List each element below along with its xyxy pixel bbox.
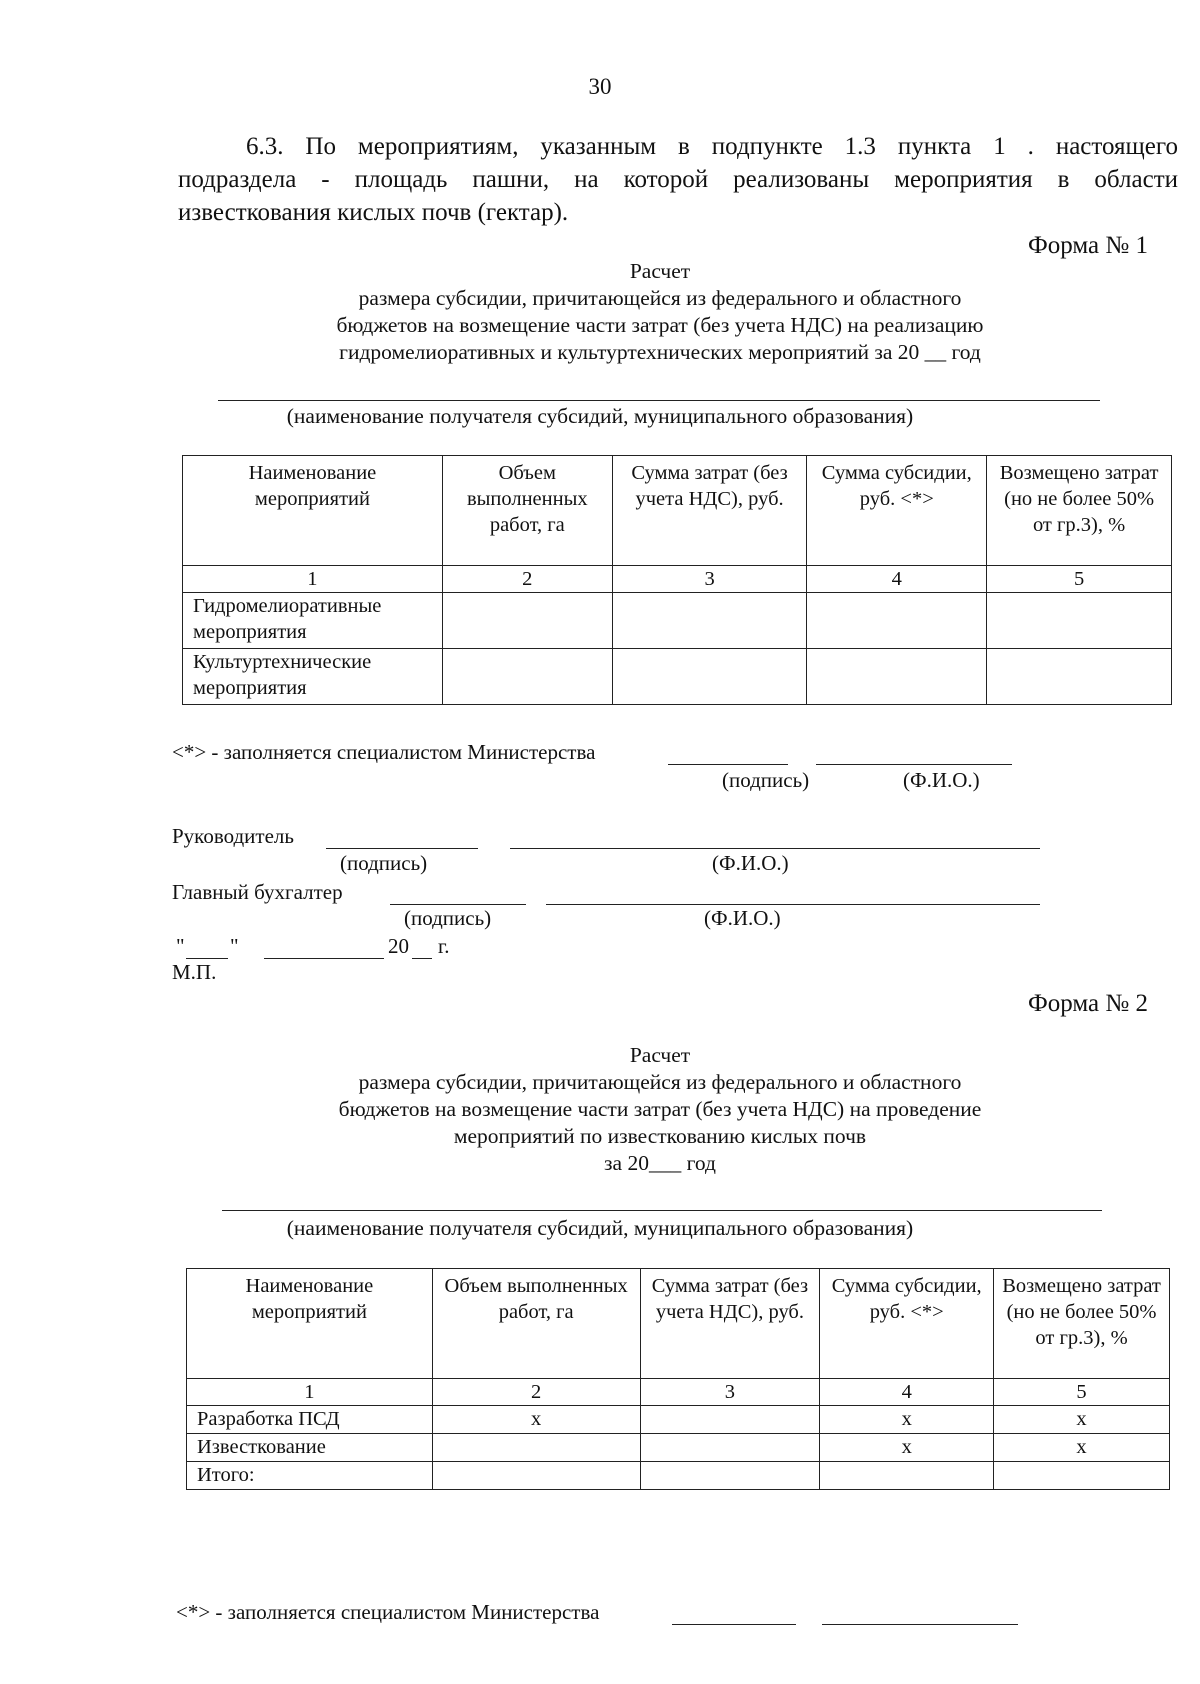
form2-cell: х (432, 1406, 640, 1434)
form2-cell: х (820, 1434, 994, 1462)
form2-cell (994, 1462, 1170, 1490)
form2-cell: х (820, 1406, 994, 1434)
form1-cell (807, 649, 987, 705)
accountant-sign-caption: (подпись) (404, 906, 492, 930)
form2-header-cell: Сумма субсидии, руб. <*> (820, 1269, 994, 1379)
form2-number-cell: 5 (994, 1379, 1170, 1406)
form1-number-cell: 2 (442, 566, 612, 593)
form1-footnote-fio-line (816, 764, 1012, 765)
form1-title-line: бюджетов на возмещение части затрат (без учета НДС) на реализацию (336, 313, 984, 337)
date-suffix: г. (438, 934, 450, 958)
form1-row-name: Культуртехнические мероприятия (183, 649, 443, 705)
head-sign-caption: (подпись) (340, 851, 428, 875)
form1-cell (442, 649, 612, 705)
table-row (183, 593, 1172, 649)
form1-number-cell: 5 (987, 566, 1172, 593)
form2-footnote-fio-line (822, 1624, 1018, 1625)
date-year-line (412, 958, 432, 959)
form1-footnote: <*> - заполняется специалистом Министерства (172, 740, 596, 764)
form2-title (220, 1042, 1100, 1177)
table-row (187, 1434, 1170, 1462)
form1-footnote-fio-caption: (Ф.И.О.) (903, 768, 980, 792)
form2-row-name: Итого: (187, 1462, 433, 1490)
paragraph-line-1: 6.3. По мероприятиям, указанным в подпункте 1.3 пункта 1 . настоящего (246, 133, 1178, 160)
form2-cell (640, 1434, 820, 1462)
paragraph-line-2: подраздела - площадь пашни, на которой реализованы мероприятия в области (178, 166, 1178, 193)
form1-title-line: Расчет (629, 259, 691, 283)
form1-footnote-sign-line (668, 764, 788, 765)
form2-header-cell: Объем выполненных работ, га (432, 1269, 640, 1379)
form1-number-cell: 3 (612, 566, 807, 593)
form1-cell (612, 593, 807, 649)
form2-cell (432, 1434, 640, 1462)
form1-title-line: размера субсидии, причитающейся из федерального и областного (358, 286, 962, 310)
intro-paragraph (178, 130, 1178, 229)
form2-number-cell: 2 (432, 1379, 640, 1406)
form1-number-cell: 1 (183, 566, 443, 593)
form2-recipient-line (222, 1210, 1102, 1211)
form2-number-cell: 3 (640, 1379, 820, 1406)
form2-footnote-sign-line (672, 1624, 796, 1625)
form2-title-line: Расчет (629, 1043, 691, 1067)
paragraph-line-3: известкования кислых почв (гектар). (178, 199, 569, 226)
form2-number-cell: 4 (820, 1379, 994, 1406)
form2-cell: х (994, 1406, 1170, 1434)
head-sign-line (326, 848, 478, 849)
date-open-quote: " (176, 934, 185, 958)
form2-cell: х (994, 1434, 1170, 1462)
head-fio-line (510, 848, 1040, 849)
form2-number-row (187, 1379, 1170, 1406)
form2-label: Форма № 2 (1028, 990, 1148, 1017)
form2-title-line: за 20___ год (604, 1151, 716, 1175)
form1-recipient-line (218, 400, 1100, 401)
form1-header-cell: Сумма субсидии, руб. <*> (807, 456, 987, 566)
table-row (187, 1406, 1170, 1434)
form2-cell (820, 1462, 994, 1490)
accountant-fio-caption: (Ф.И.О.) (704, 906, 781, 930)
form1-cell (612, 649, 807, 705)
form1-cell (442, 593, 612, 649)
head-fio-caption: (Ф.И.О.) (712, 851, 789, 875)
page-number: 30 (588, 74, 612, 99)
form2-row-name: Разработка ПСД (187, 1406, 433, 1434)
date-year: 20 (388, 934, 409, 958)
form2-title-line: мероприятий по известкованию кислых почв (453, 1124, 867, 1148)
accountant-fio-line (546, 904, 1040, 905)
form1-title (220, 258, 1100, 366)
form2-cell (432, 1462, 640, 1490)
form1-header-cell: Возмещено затрат (но не более 50% от гр.3), % (987, 456, 1172, 566)
form2-title-line: размера субсидии, причитающейся из федерального и областного (358, 1070, 962, 1094)
form2-table (186, 1268, 1170, 1490)
form1-number-row (183, 566, 1172, 593)
accountant-label: Главный бухгалтер (172, 880, 343, 904)
stamp-label: М.П. (172, 960, 217, 984)
form1-number-cell: 4 (807, 566, 987, 593)
form2-row-name: Известкование (187, 1434, 433, 1462)
form1-cell (987, 593, 1172, 649)
table-row (183, 649, 1172, 705)
form1-cell (987, 649, 1172, 705)
form1-recipient-caption: (наименование получателя субсидий, муниципального образования) (286, 404, 914, 428)
head-label: Руководитель (172, 824, 294, 848)
form1-label: Форма № 1 (1028, 232, 1148, 259)
form1-header-cell: Наименование мероприятий (183, 456, 443, 566)
form1-header-cell: Объем выполненных работ, га (442, 456, 612, 566)
date-day-line (186, 958, 228, 959)
accountant-sign-line (390, 904, 526, 905)
form2-title-line: бюджетов на возмещение части затрат (без учета НДС) на проведение (338, 1097, 982, 1121)
form2-header-row (187, 1269, 1170, 1379)
form1-header-row (183, 456, 1172, 566)
form2-header-cell: Возмещено затрат (но не более 50% от гр.3), % (994, 1269, 1170, 1379)
form2-header-cell: Наименование мероприятий (187, 1269, 433, 1379)
form2-recipient-caption: (наименование получателя субсидий, муниципального образования) (286, 1216, 914, 1240)
date-month-line (264, 958, 384, 959)
table-row (187, 1462, 1170, 1490)
form1-header-cell: Сумма затрат (без учета НДС), руб. (612, 456, 807, 566)
form1-footnote-sign-caption: (подпись) (722, 768, 810, 792)
form2-cell (640, 1406, 820, 1434)
form2-header-cell: Сумма затрат (без учета НДС), руб. (640, 1269, 820, 1379)
form1-row-name: Гидромелиоративные мероприятия (183, 593, 443, 649)
form2-number-cell: 1 (187, 1379, 433, 1406)
form1-title-line: гидромелиоративных и культуртехнических мероприятий за 20 __ год (339, 340, 981, 364)
date-close-quote: " (230, 934, 239, 958)
form2-footnote: <*> - заполняется специалистом Министерства (176, 1600, 600, 1624)
form1-table (182, 455, 1172, 705)
form1-cell (807, 593, 987, 649)
form2-cell (640, 1462, 820, 1490)
